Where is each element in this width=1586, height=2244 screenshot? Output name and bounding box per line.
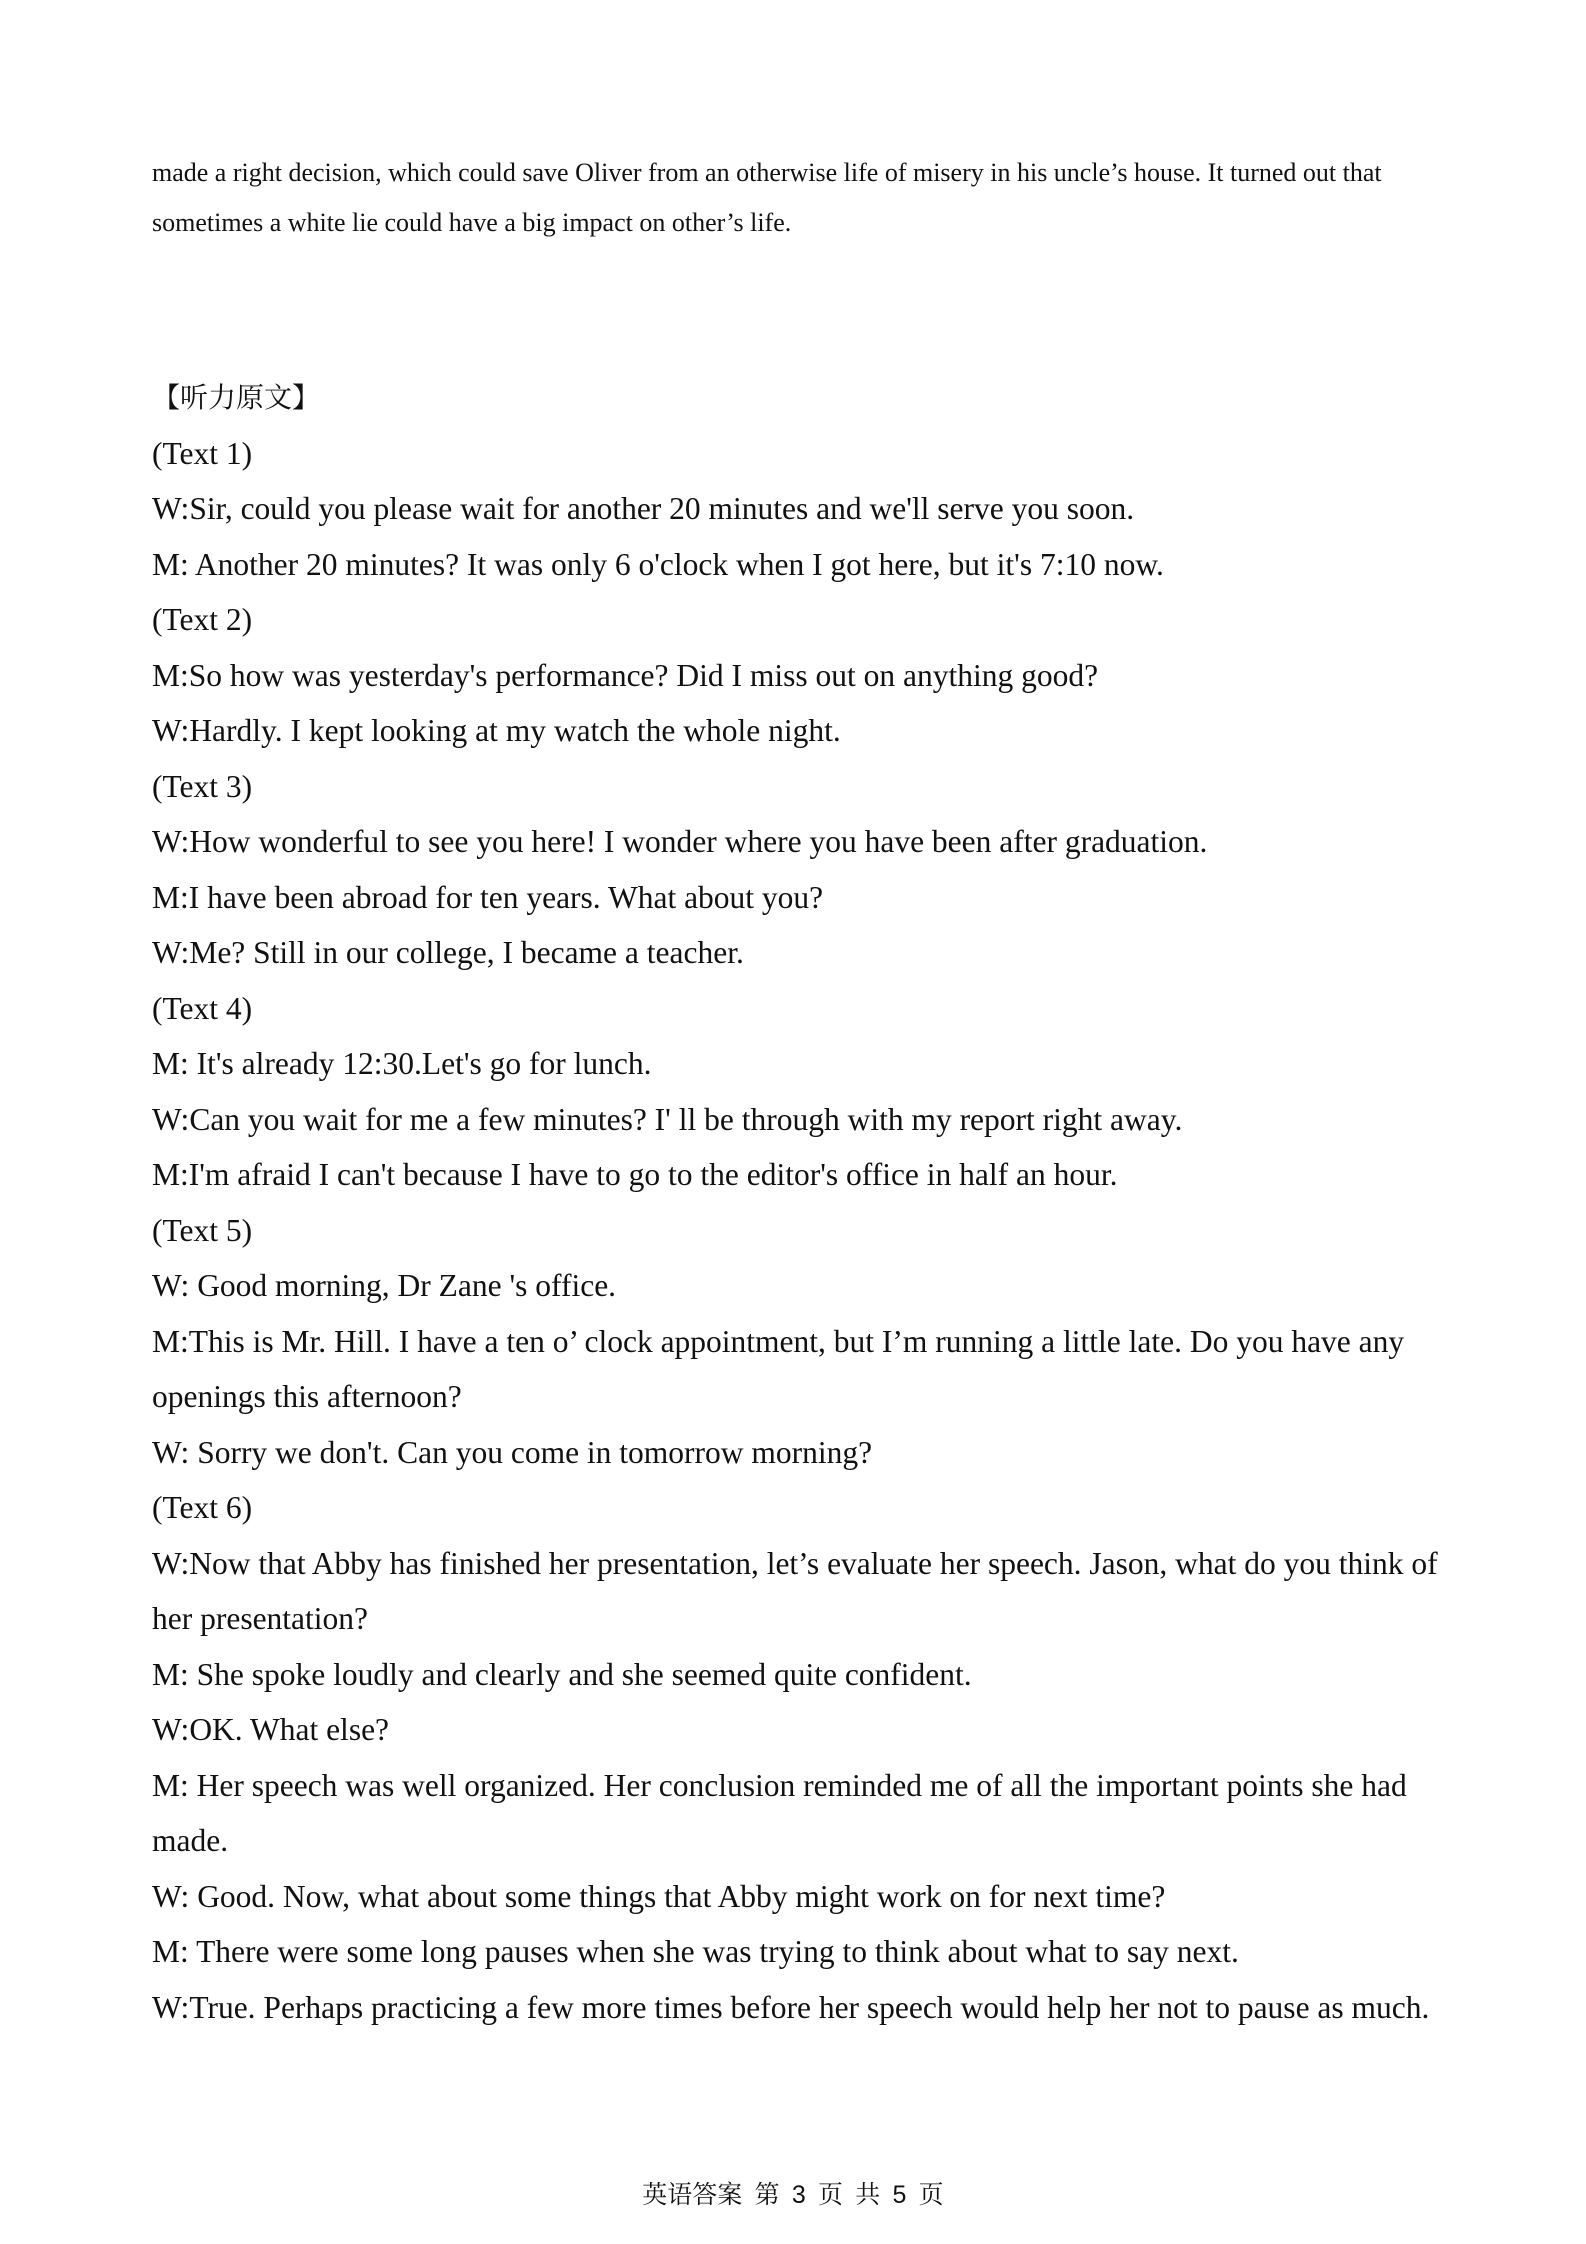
- transcript-line: W:OK. What else?: [152, 1712, 390, 1747]
- transcript-line: M: It's already 12:30.Let's go for lunch.: [152, 1046, 652, 1081]
- intro-paragraph: made a right decision, which could save Oliver from an otherwise life of misery in his uncle’s house. It turned out that sometimes a white lie could have a big impact on other’s life.: [152, 158, 1382, 237]
- footer-prefix: 第: [754, 2182, 780, 2209]
- transcript-line: W:Hardly. I kept looking at my watch the whole night.: [152, 713, 841, 748]
- transcript-line: M: Another 20 minutes? It was only 6 o'clock when I got here, but it's 7:10 now.: [152, 546, 1164, 582]
- transcript-line: M: She spoke loudly and clearly and she seemed quite confident.: [152, 1656, 972, 1692]
- transcript-line: (Text 3): [152, 768, 253, 804]
- transcript-line: M: Her speech was well organized. Her conclusion reminded me of all the important points she had made.: [152, 1767, 1407, 1858]
- transcript-line: M:I'm afraid I can't because I have to go to the editor's office in half an hour.: [152, 1157, 1118, 1192]
- transcript-line: (Text 2): [152, 602, 253, 637]
- transcript-line: W:Now that Abby has finished her presentation, let’s evaluate her speech. Jason, what do you think of her presentation?: [152, 1545, 1438, 1636]
- listening-transcript: [152, 370, 1452, 2035]
- transcript-line: (Text 1): [152, 435, 253, 471]
- transcript-line: W: Sorry we don't. Can you come in tomorrow morning?: [152, 1434, 873, 1470]
- page-footer: [0, 2180, 1586, 2211]
- transcript-line: M:So how was yesterday's performance? Did I miss out on anything good?: [152, 657, 1099, 693]
- transcript-line: W:True. Perhaps practicing a few more times before her speech would help her not to pause as much.: [152, 1989, 1430, 2025]
- transcript-line: (Text 5): [152, 1212, 253, 1248]
- transcript-line: W:Can you wait for me a few minutes? I' ll be through with my report right away.: [152, 1101, 1183, 1137]
- footer-page-word: 页: [817, 2182, 843, 2209]
- transcript-line: M:I have been abroad for ten years. What about you?: [152, 879, 824, 915]
- footer-page-current: 3: [791, 2181, 806, 2209]
- footer-suffix: 页: [918, 2182, 944, 2209]
- transcript-line: W: Good morning, Dr Zane 's office.: [152, 1268, 617, 1303]
- transcript-line: W:Sir, could you please wait for another 20 minutes and we'll serve you soon.: [152, 491, 1135, 526]
- transcript-line: W: Good. Now, what about some things that Abby might work on for next time?: [152, 1878, 1166, 1914]
- section-heading: 【听力原文】: [152, 381, 321, 414]
- footer-doc-name: 英语答案: [642, 2182, 743, 2209]
- transcript-line: M:This is Mr. Hill. I have a ten o’ clock appointment, but I’m running a little late. Do you have any openings this afternoon?: [152, 1323, 1405, 1414]
- transcript-line: (Text 6): [152, 1490, 253, 1525]
- transcript-line: (Text 4): [152, 990, 253, 1026]
- footer-total-word: 共: [855, 2182, 881, 2209]
- transcript-line: W:Me? Still in our college, I became a teacher.: [152, 935, 744, 970]
- transcript-line: M: There were some long pauses when she was trying to think about what to say next.: [152, 1934, 1239, 1969]
- footer-page-total: 5: [892, 2181, 907, 2209]
- transcript-line: W:How wonderful to see you here! I wonder where you have been after graduation.: [152, 824, 1208, 859]
